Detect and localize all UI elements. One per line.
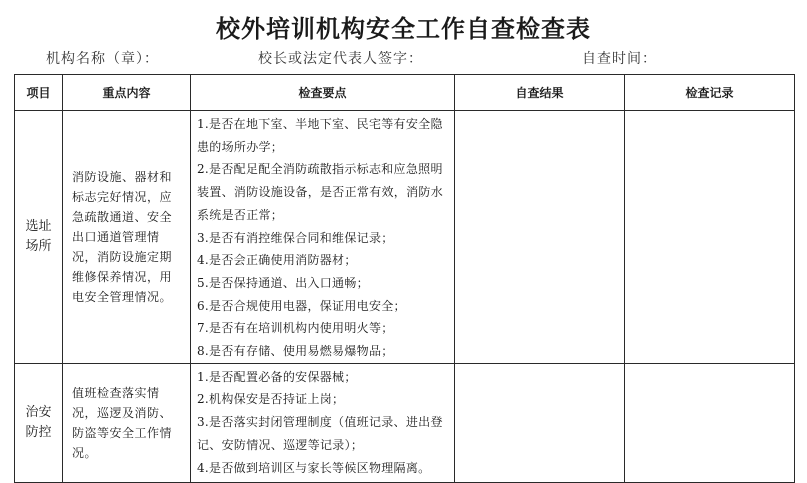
item-label: 选址场所 — [25, 218, 52, 254]
self-check-result-cell[interactable] — [455, 111, 625, 364]
self-check-result-cell[interactable] — [455, 363, 625, 482]
check-point: 2.是否配足配全消防疏散指示标志和应急照明装置、消防设施设备，是否正常有效，消防水系统是否正常； — [197, 162, 444, 222]
page-title: 校外培训机构安全工作自查检查表 — [216, 14, 591, 43]
check-points-cell — [191, 363, 455, 482]
item-cell — [15, 363, 63, 482]
self-check-time-label: 自查时间： — [582, 51, 657, 67]
header-key-content: 重点内容 — [63, 75, 191, 111]
check-point: 6.是否合规使用电器，保证用电安全； — [197, 298, 406, 313]
inspection-record-cell[interactable] — [625, 111, 795, 364]
header-inspection-record: 检查记录 — [625, 75, 795, 111]
check-point: 1.是否在地下室、半地下室、民宅等有安全隐患的场所办学； — [197, 117, 443, 154]
header-self-check-result: 自查结果 — [455, 75, 625, 111]
principal-signature-label: 校长或法定代表人签字： — [258, 51, 423, 67]
header-item: 项目 — [15, 75, 63, 111]
check-point: 3.是否落实封闭管理制度（值班记录、进出登记、安防情况、巡逻等记录）； — [197, 415, 443, 452]
item-label: 治安防控 — [25, 404, 52, 440]
key-content-cell: 值班检查落实情况，巡逻及消防、防盗等安全工作情况。 — [63, 363, 191, 482]
check-point: 1.是否配置必备的安保器械； — [197, 369, 357, 384]
check-point: 5.是否保持通道、出入口通畅； — [197, 275, 369, 290]
table-row — [15, 363, 795, 482]
inspection-record-cell[interactable] — [625, 363, 795, 482]
table-row — [15, 111, 795, 364]
check-point: 2.机构保安是否持证上岗； — [197, 392, 345, 407]
check-points-cell — [191, 111, 455, 364]
key-content-cell: 消防设施、器材和标志完好情况，应急疏散通道、安全出口通道管理情况，消防设施定期维修保养情况，用电安全管理情况。 — [63, 111, 191, 364]
item-cell — [15, 111, 63, 364]
check-point: 7.是否有在培训机构内使用明火等； — [197, 321, 394, 336]
check-point: 4.是否会正确使用消防器材； — [197, 253, 357, 268]
table-header-row — [15, 75, 795, 111]
inspection-table — [14, 74, 795, 483]
check-point: 8.是否有存储、使用易燃易爆物品； — [197, 344, 394, 359]
check-point: 3.是否有消控维保合同和维保记录； — [197, 230, 394, 245]
org-name-label: 机构名称（章）： — [46, 51, 159, 67]
check-point: 4.是否做到培训区与家长等候区物理隔离。 — [197, 460, 431, 475]
header-check-points: 检查要点 — [191, 75, 455, 111]
